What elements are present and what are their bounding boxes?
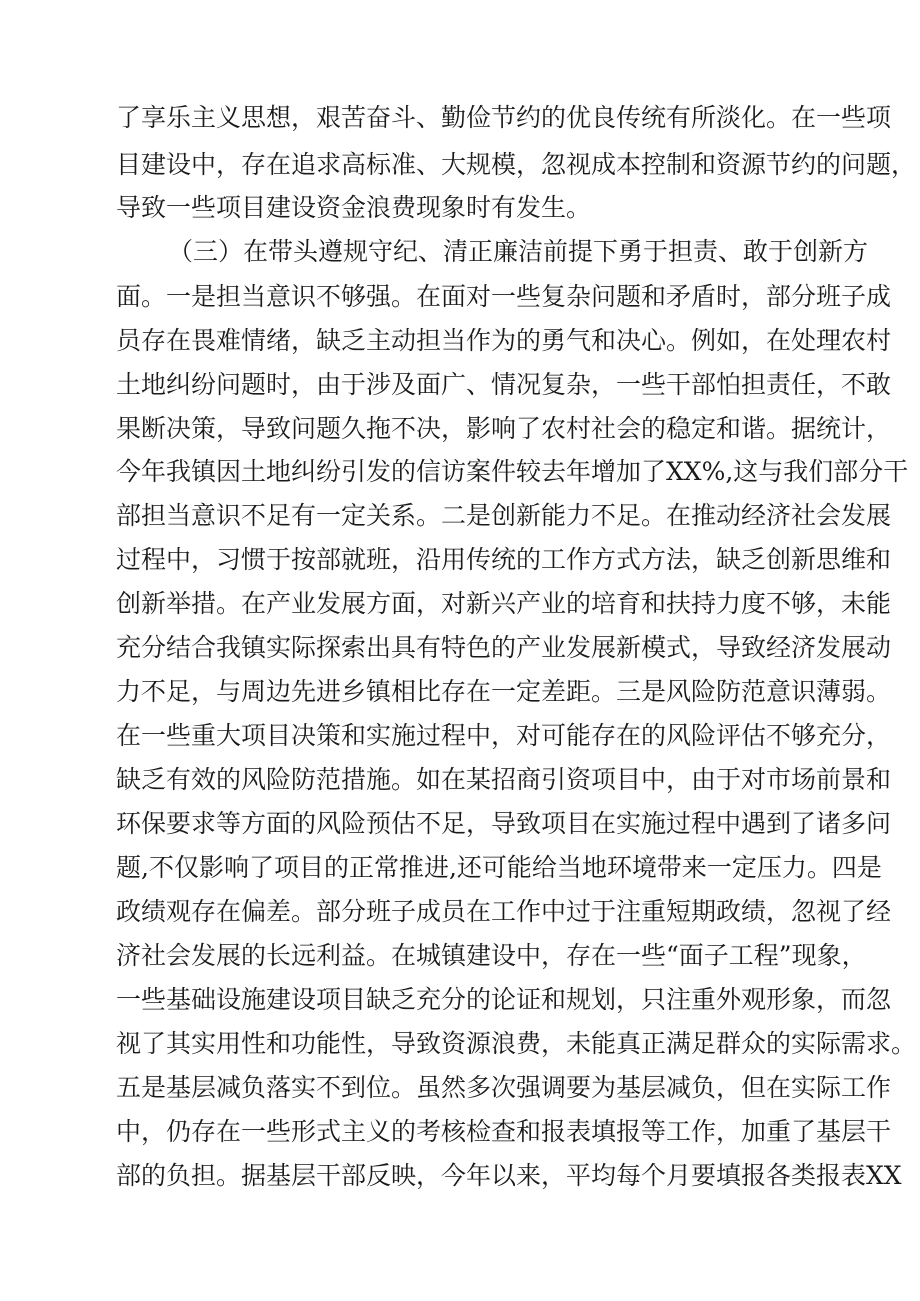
text-line: 一些基础设施建设项目缺乏充分的论证和规划，只注重外观形象，而忽 bbox=[116, 985, 892, 1014]
text-line: 土地纠纷问题时，由于涉及面广、情况复杂，一些干部怕担责任，不敢 bbox=[116, 370, 892, 399]
section-heading-line: （三）在带头遵规守纪、清正廉洁前提下勇于担责、敢于创新方 bbox=[168, 237, 869, 266]
text-line: 济社会发展的长远利益。在城镇建设中，存在一些“面子工程”现象， bbox=[116, 941, 867, 970]
text-line: 员存在畏难情绪，缺乏主动担当作为的勇气和决心。例如，在处理农村 bbox=[116, 326, 892, 355]
text-line: 果断决策，导致问题久拖不决，影响了农村社会的稳定和谐。据统计， bbox=[116, 414, 892, 443]
text-line: 导致一些项目建设资金浪费现象时有发生。 bbox=[116, 193, 592, 222]
text-line: 过程中，习惯于按部就班，沿用传统的工作方式方法，缺乏创新思维和 bbox=[116, 545, 892, 574]
text-line: 部的负担。据基层干部反映，今年以来，平均每个月要填报各类报表XX bbox=[116, 1161, 902, 1190]
text-line: 今年我镇因土地纠纷引发的信访案件较去年增加了XX%,这与我们部分干 bbox=[116, 457, 909, 486]
text-line: 目建设中，存在追求高标准、大规模，忽视成本控制和资源节约的问题， bbox=[116, 150, 917, 179]
text-line: 创新举措。在产业发展方面，对新兴产业的培育和扶持力度不够，未能 bbox=[116, 589, 892, 618]
text-line: 面。一是担当意识不够强。在面对一些复杂问题和矛盾时，部分班子成 bbox=[116, 282, 892, 311]
text-line: 缺乏有效的风险防范措施。如在某招商引资项目中，由于对市场前景和 bbox=[116, 765, 892, 794]
text-line: 力不足，与周边先进乡镇相比存在一定差距。三是风险防范意识薄弱。 bbox=[116, 677, 892, 706]
text-line: 政绩观存在偏差。部分班子成员在工作中过于注重短期政绩，忽视了经 bbox=[116, 897, 892, 926]
text-line: 了享乐主义思想，艰苦奋斗、勤俭节约的优良传统有所淡化。在一些项 bbox=[116, 103, 892, 132]
text-line: 部担当意识不足有一定关系。二是创新能力不足。在推动经济社会发展 bbox=[116, 501, 892, 530]
text-line: 在一些重大项目决策和实施过程中，对可能存在的风险评估不够充分， bbox=[116, 721, 892, 750]
text-line: 环保要求等方面的风险预估不足，导致项目在实施过程中遇到了诸多问 bbox=[116, 809, 892, 838]
text-line: 中，仍存在一些形式主义的考核检查和报表填报等工作，加重了基层干 bbox=[116, 1117, 892, 1146]
text-line: 题,不仅影响了项目的正常推进,还可能给当地环境带来一定压力。四是 bbox=[116, 853, 882, 882]
text-line: 视了其实用性和功能性，导致资源浪费，未能真正满足群众的实际需求。 bbox=[116, 1029, 917, 1058]
text-line: 五是基层减负落实不到位。虽然多次强调要为基层减负，但在实际工作 bbox=[116, 1073, 892, 1102]
text-line: 充分结合我镇实际探索出具有特色的产业发展新模式，导致经济发展动 bbox=[116, 633, 892, 662]
